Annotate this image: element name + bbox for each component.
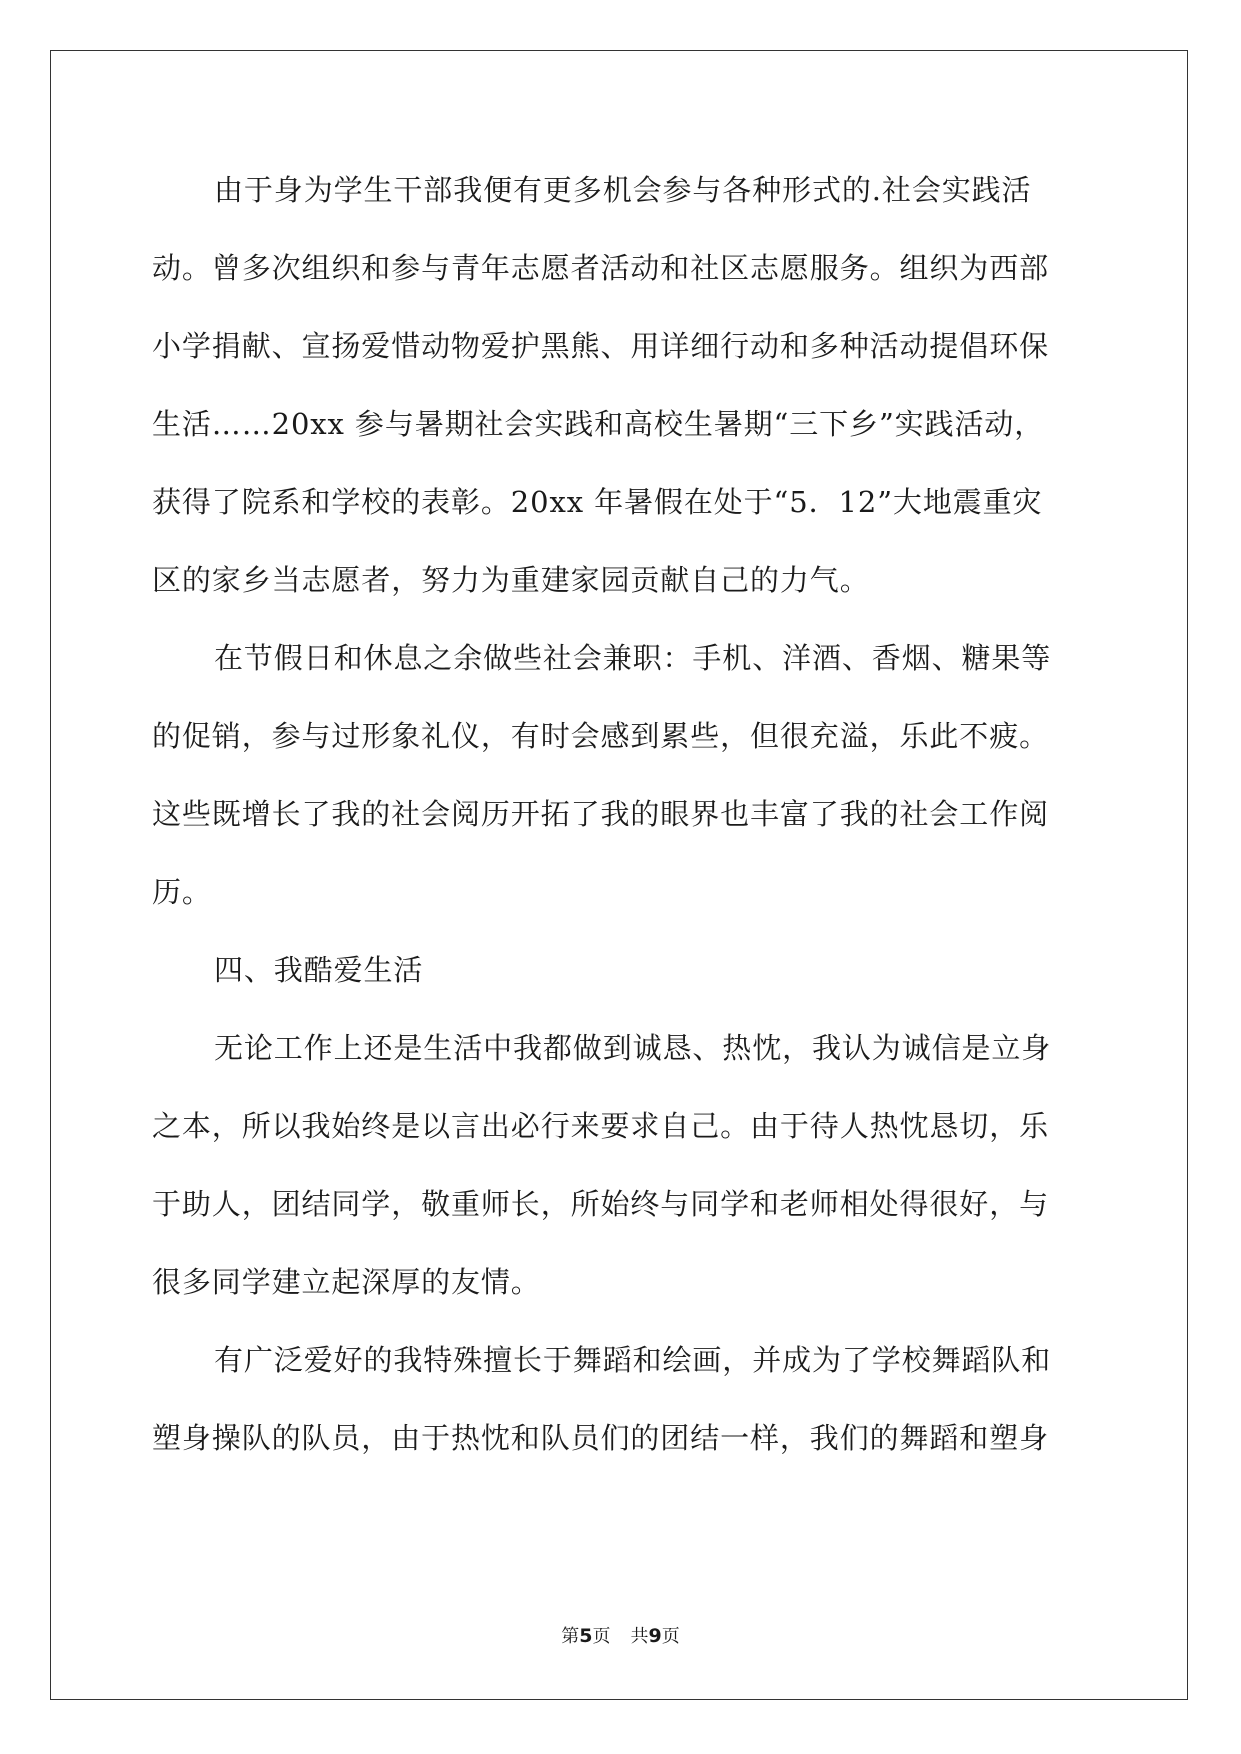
paragraph-3-line-1: 无论工作上还是生活中我都做到诚恳、热忱，我认为诚信是立身 — [214, 1031, 1052, 1065]
footer-total-suffix: 页 — [661, 1626, 680, 1647]
paragraph-1-line-4: 生活……20xx 参与暑期社会实践和高校生暑期“三下乡”实践活动， — [152, 407, 1045, 441]
paragraph-4-line-1: 有广泛爱好的我特殊擅长于舞蹈和绘画，并成为了学校舞蹈队和 — [214, 1343, 1052, 1377]
paragraph-3-line-2: 之本，所以我始终是以言出必行来要求自己。由于待人热忱恳切，乐 — [152, 1109, 1050, 1143]
footer-prefix: 第 — [561, 1626, 580, 1647]
paragraph-2-line-1: 在节假日和休息之余做些社会兼职：手机、洋酒、香烟、糖果等 — [214, 641, 1052, 675]
paragraph-3-line-3: 于助人，团结同学，敬重师长，所始终与同学和老师相处得很好，与 — [152, 1187, 1050, 1221]
current-page-number: 5 — [579, 1625, 593, 1647]
paragraph-3-line-4: 很多同学建立起深厚的友情。 — [152, 1265, 541, 1299]
footer-total-prefix: 共 — [630, 1626, 649, 1647]
total-pages-number: 9 — [648, 1625, 662, 1647]
section-heading: 四、我酷爱生活 — [214, 953, 424, 987]
paragraph-1-line-1: 由于身为学生干部我便有更多机会参与各种形式的.社会实践活 — [214, 173, 1032, 207]
paragraph-4-line-2: 塑身操队的队员，由于热忱和队员们的团结一样，我们的舞蹈和塑身 — [152, 1421, 1050, 1455]
footer-page-word: 页 — [592, 1626, 611, 1647]
paragraph-1-line-3: 小学捐献、宣扬爱惜动物爱护黑熊、用详细行动和多种活动提倡环保 — [152, 329, 1050, 363]
paragraph-1-line-2: 动。曾多次组织和参与青年志愿者活动和社区志愿服务。组织为西部 — [152, 251, 1050, 285]
paragraph-1-line-5: 获得了院系和学校的表彰。20xx 年暑假在处于“5．12”大地震重灾 — [152, 485, 1043, 519]
paragraph-2-line-3: 这些既增长了我的社会阅历开拓了我的眼界也丰富了我的社会工作阅 — [152, 797, 1050, 831]
page-footer — [0, 1624, 1241, 1649]
paragraph-2-line-4: 历。 — [152, 875, 212, 909]
paragraph-2-line-2: 的促销，参与过形象礼仪，有时会感到累些，但很充溢，乐此不疲。 — [152, 719, 1050, 753]
paragraph-1-line-6: 区的家乡当志愿者，努力为重建家园贡献自己的力气。 — [152, 563, 870, 597]
